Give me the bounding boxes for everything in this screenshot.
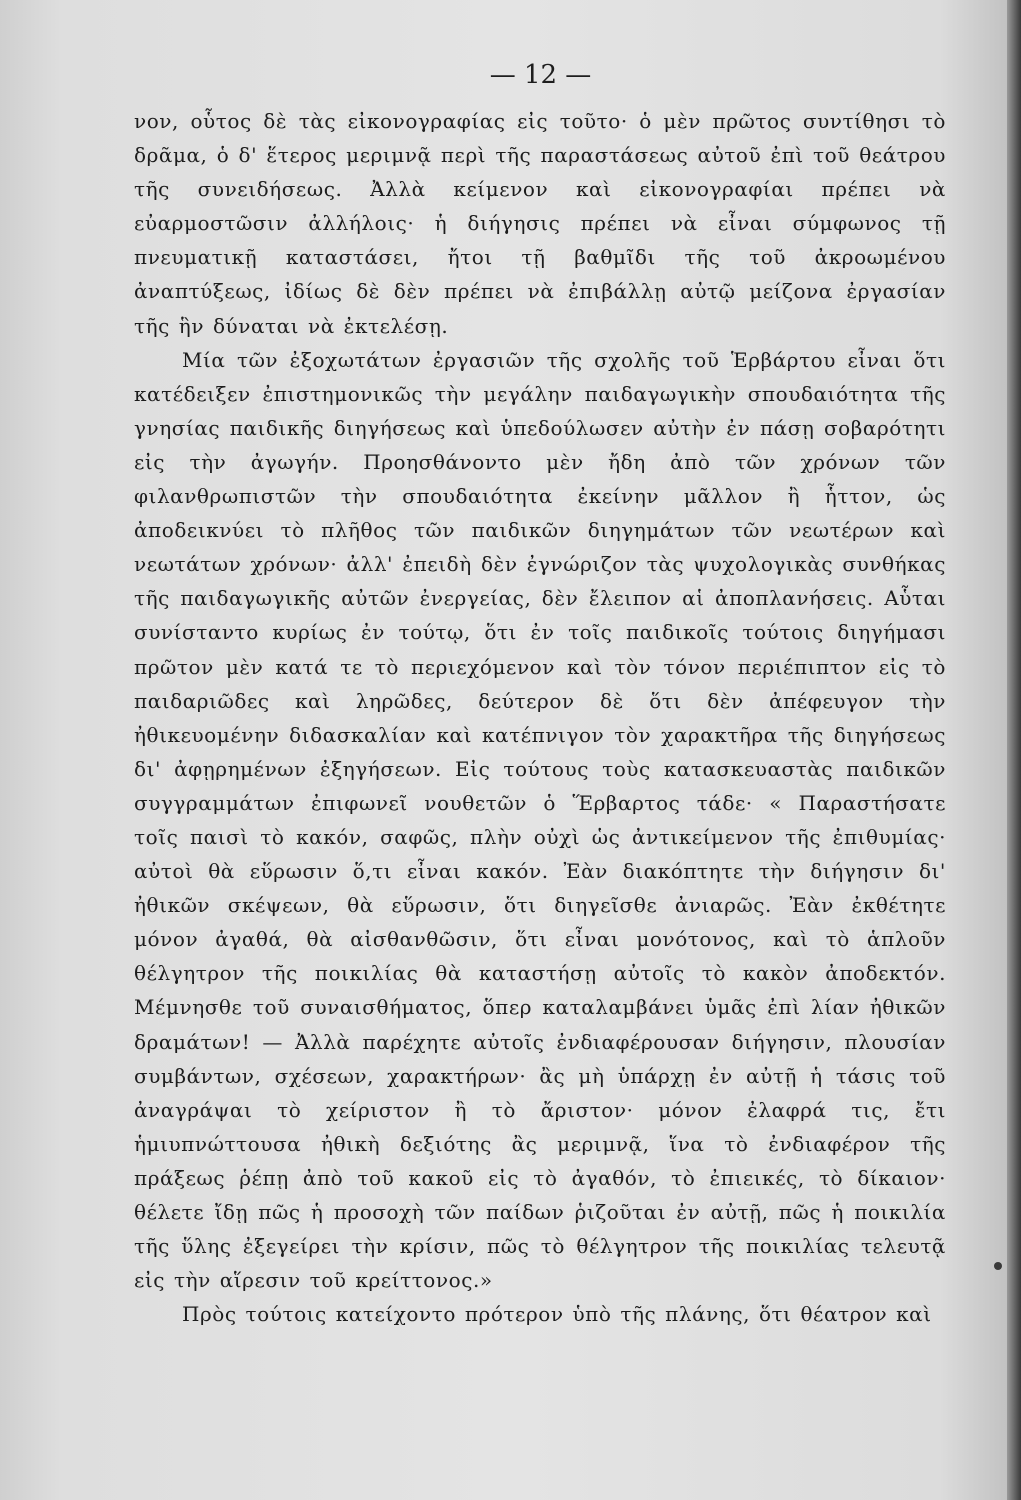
- page-number: — 12 —: [489, 60, 592, 90]
- ink-spot: [994, 1262, 1002, 1270]
- paragraph-2: Μία τῶν ἐξοχωτάτων ἐργασιῶν τῆς σχολῆς τοῦ Ἑρβάρτου εἶναι ὅτι κατέδειξεν ἐπιστημονικῶς τὴν μεγάλην παιδαγωγικὴν σπουδαιότητα τῆς γνησίας παιδικῆς διηγήσεως καὶ ὑπεδούλωσεν αὐτὴν ἐν πάσῃ σοβαρότητι εἰς τὴν ἀγωγήν. Προησθάνοντο μὲν ἤδη ἀπὸ τῶν χρόνων τῶν φιλανθρωπιστῶν τὴν σπουδαιότητα ἐκείνην μᾶλλον ἢ ἧττον, ὡς ἀποδεικνύει τὸ πλῆθος τῶν παιδικῶν διηγημάτων τῶν νεωτέρων καὶ νεωτάτων χρόνων· ἀλλ' ἐπειδὴ δὲν ἐγνώριζον τὰς ψυχολογικὰς συνθήκας τῆς παιδαγωγικῆς αὐτῶν ἐνεργείας, δὲν ἔλειπον αἱ ἀποπλανήσεις. Αὗται συνίσταντο κυρίως ἐν τούτῳ, ὅτι ἐν τοῖς παιδικοῖς τούτοις διηγήμασι πρῶτον μὲν κατά τε τὸ περιεχόμενον καὶ τὸν τόνον περιέπιπτον εἰς τὸ παιδαριῶδες καὶ ληρῶδες, δεύτερον δὲ ὅτι δὲν ἀπέφευγον τὴν ἠθικευομένην διδασκαλίαν καὶ κατέπνιγον τὸν χαρακτῆρα τῆς διηγήσεως δι' ἀφῃρημένων ἐξηγήσεων. Εἰς τούτους τοὺς κατασκευαστὰς παιδικῶν συγγραμμάτων ἐπιφωνεῖ νουθετῶν ὁ Ἕρβαρτος τάδε· « Παραστήσατε τοῖς παισὶ τὸ κακόν, σαφῶς, πλὴν οὐχὶ ὡς ἀντικείμενον τῆς ἐπιθυμίας· αὐτοὶ θὰ εὕρωσιν ὅ,τι εἶναι κακόν. Ἐὰν διακόπτητε τὴν διήγησιν δι' ἠθικῶν σκέψεων, θὰ εὕρωσιν, ὅτι διηγεῖσθε ἀνιαρῶς. Ἐὰν ἐκθέτητε μόνον ἀγαθά, θὰ αἰσθανθῶσιν, ὅτι εἶναι μονότονος, καὶ τὸ ἁπλοῦν θέλγητρον τῆς ποικιλίας θὰ καταστήσῃ αὐτοῖς τὸ κακὸν ἀποδεκτόν. Μέμνησθε τοῦ συναισθήματος, ὅπερ καταλαμβάνει ὑμᾶς ἐπὶ λίαν ἠθικῶν δραμάτων! — Ἀλλὰ παρέχητε αὐτοῖς ἐνδιαφέρουσαν διήγησιν, πλουσίαν συμβάντων, σχέσεων, χαρακτήρων· ἂς μὴ ὑπάρχῃ ἐν αὐτῇ ἡ τάσις τοῦ ἀναγράψαι τὸ χείριστον ἢ τὸ ἄριστον· μόνον ἐλαφρά τις, ἔτι ἡμιυπνώττουσα ἠθικὴ δεξιότης ἂς μεριμνᾷ, ἵνα τὸ ἐνδιαφέρον τῆς πράξεως ῥέπῃ ἀπὸ τοῦ κακοῦ εἰς τὸ ἀγαθόν, τὸ ἐπιεικές, τὸ δίκαιον· θέλετε ἴδῃ πῶς ἡ προσοχὴ τῶν παίδων ῥιζοῦται ἐν αὐτῇ, πῶς ἡ ποικιλία τῆς ὕλης ἐξεγείρει τὴν κρίσιν, πῶς τὸ θέλγητρον τῆς ποικιλίας τελευτᾷ εἰς τὴν αἵρεσιν τοῦ κρείττονος.»: [134, 347, 946, 1293]
- body-text: [134, 104, 946, 1331]
- page-edge-shadow: [1007, 0, 1021, 1500]
- paragraph-3: Πρὸς τούτοις κατείχοντο πρότερον ὑπὸ τῆς πλάνης, ὅτι θέατρον καὶ: [182, 1302, 932, 1327]
- paragraph-1: νον, οὗτος δὲ τὰς εἰκονογραφίας εἰς τοῦτο· ὁ μὲν πρῶτος συντίθησι τὸ δρᾶμα, ὁ δ' ἕτερος μεριμνᾷ περὶ τῆς παραστάσεως αὐτοῦ ἐπὶ τοῦ θεάτρου τῆς συνειδήσεως. Ἀλλὰ κείμενον καὶ εἰκονογραφίαι πρέπει νὰ εὐαρμοστῶσιν ἀλλήλοις· ἡ διήγησις πρέπει νὰ εἶναι σύμφωνος τῇ πνευματικῇ καταστάσει, ἤτοι τῇ βαθμῖδι τῆς τοῦ ἀκροωμένου ἀναπτύξεως, ἰδίως δὲ δὲν πρέπει νὰ ἐπιβάλλῃ αὐτῷ μείζονα ἐργασίαν τῆς ἣν δύναται νὰ ἐκτελέσῃ.: [134, 109, 946, 338]
